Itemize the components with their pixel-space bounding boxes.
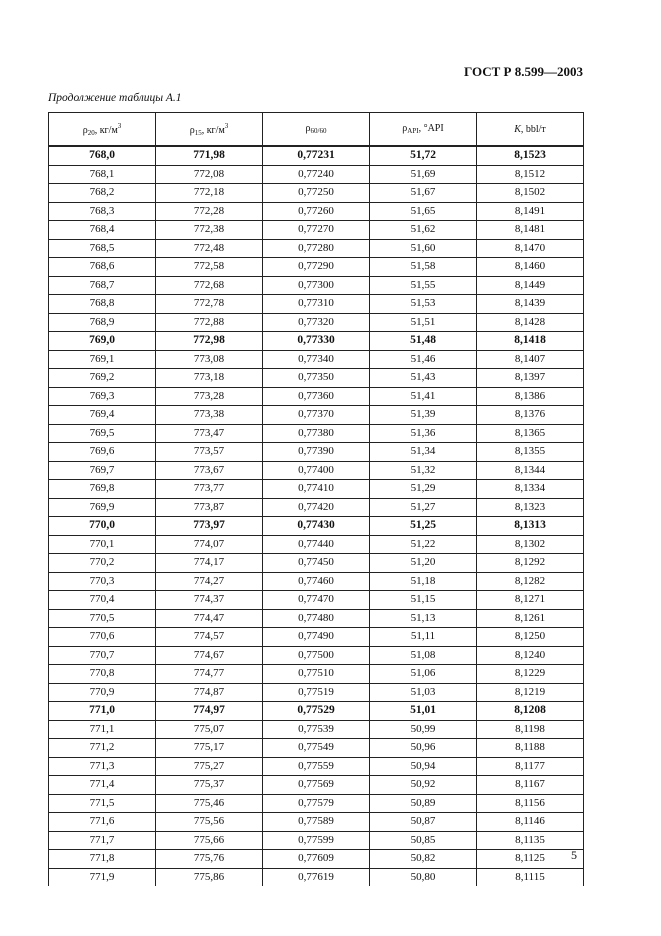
- table-row: [49, 609, 584, 628]
- cell-k: 8,1250: [477, 628, 584, 647]
- cell-rho-api: 51,43: [370, 369, 477, 388]
- cell-rho15: 774,07: [156, 535, 263, 554]
- cell-rho15: 772,08: [156, 165, 263, 184]
- cell-rho15: 772,78: [156, 295, 263, 314]
- table-row: [49, 498, 584, 517]
- cell-rho-api: 51,67: [370, 184, 477, 203]
- table-row: [49, 665, 584, 684]
- cell-rho20: 771,3: [49, 757, 156, 776]
- table-body: [49, 146, 584, 886]
- table-row: [49, 831, 584, 850]
- cell-rho20: 768,5: [49, 239, 156, 258]
- cell-rho60-60: 0,77480: [263, 609, 370, 628]
- cell-rho20: 770,9: [49, 683, 156, 702]
- cell-rho20: 769,7: [49, 461, 156, 480]
- cell-rho60-60: 0,77470: [263, 591, 370, 610]
- column-header-rho15: $\rho_{15}$, $кг/м^3$: [156, 113, 263, 147]
- cell-rho60-60: 0,77260: [263, 202, 370, 221]
- cell-rho-api: 51,41: [370, 387, 477, 406]
- cell-rho20: 771,1: [49, 720, 156, 739]
- cell-rho20: 769,8: [49, 480, 156, 499]
- document-code: ГОСТ Р 8.599—2003: [464, 64, 583, 79]
- cell-rho60-60: 0,77330: [263, 332, 370, 351]
- cell-rho15: 774,97: [156, 702, 263, 721]
- cell-rho-api: 51,69: [370, 165, 477, 184]
- cell-k: 8,1282: [477, 572, 584, 591]
- cell-rho60-60: 0,77420: [263, 498, 370, 517]
- cell-rho15: 773,47: [156, 424, 263, 443]
- cell-rho20: 771,2: [49, 739, 156, 758]
- cell-k: 8,1177: [477, 757, 584, 776]
- cell-rho15: 775,46: [156, 794, 263, 813]
- cell-rho15: 774,47: [156, 609, 263, 628]
- cell-rho15: 773,18: [156, 369, 263, 388]
- cell-k: 8,1229: [477, 665, 584, 684]
- cell-k: 8,1146: [477, 813, 584, 832]
- table-header-row: [49, 113, 584, 147]
- cell-rho60-60: 0,77360: [263, 387, 370, 406]
- cell-rho60-60: 0,77500: [263, 646, 370, 665]
- cell-rho20: 771,6: [49, 813, 156, 832]
- table-row: [49, 424, 584, 443]
- cell-rho-api: 51,72: [370, 146, 477, 165]
- cell-rho15: 773,38: [156, 406, 263, 425]
- column-header-rho20: $\rho_{20}$, $кг/м^3$: [49, 113, 156, 147]
- cell-rho-api: 51,32: [370, 461, 477, 480]
- table-row: [49, 850, 584, 869]
- cell-rho-api: 51,36: [370, 424, 477, 443]
- cell-rho-api: 51,06: [370, 665, 477, 684]
- cell-rho-api: 51,53: [370, 295, 477, 314]
- cell-rho20: 770,8: [49, 665, 156, 684]
- cell-rho20: 768,1: [49, 165, 156, 184]
- cell-rho15: 773,67: [156, 461, 263, 480]
- cell-k: 8,1219: [477, 683, 584, 702]
- cell-rho-api: 51,20: [370, 554, 477, 573]
- cell-rho20: 768,9: [49, 313, 156, 332]
- cell-k: 8,1135: [477, 831, 584, 850]
- cell-rho20: 771,7: [49, 831, 156, 850]
- cell-rho60-60: 0,77510: [263, 665, 370, 684]
- table-row: [49, 702, 584, 721]
- table-row: [49, 720, 584, 739]
- cell-rho15: 774,27: [156, 572, 263, 591]
- cell-rho-api: 50,82: [370, 850, 477, 869]
- table-row: [49, 739, 584, 758]
- cell-rho60-60: 0,77320: [263, 313, 370, 332]
- cell-k: 8,1512: [477, 165, 584, 184]
- cell-rho60-60: 0,77519: [263, 683, 370, 702]
- cell-rho-api: 51,60: [370, 239, 477, 258]
- cell-k: 8,1460: [477, 258, 584, 277]
- cell-rho-api: 50,99: [370, 720, 477, 739]
- cell-rho20: 769,2: [49, 369, 156, 388]
- cell-rho20: 770,6: [49, 628, 156, 647]
- cell-k: 8,1302: [477, 535, 584, 554]
- cell-rho60-60: 0,77539: [263, 720, 370, 739]
- cell-rho15: 772,18: [156, 184, 263, 203]
- cell-rho20: 769,0: [49, 332, 156, 351]
- table-row: [49, 184, 584, 203]
- cell-rho60-60: 0,77390: [263, 443, 370, 462]
- cell-k: 8,1523: [477, 146, 584, 165]
- cell-rho15: 775,17: [156, 739, 263, 758]
- cell-rho15: 775,76: [156, 850, 263, 869]
- cell-rho60-60: 0,77440: [263, 535, 370, 554]
- cell-rho15: 774,67: [156, 646, 263, 665]
- cell-rho60-60: 0,77310: [263, 295, 370, 314]
- cell-rho20: 769,4: [49, 406, 156, 425]
- cell-rho60-60: 0,77430: [263, 517, 370, 536]
- cell-rho20: 771,5: [49, 794, 156, 813]
- table-row: [49, 443, 584, 462]
- table-row: [49, 295, 584, 314]
- cell-k: 8,1365: [477, 424, 584, 443]
- table-row: [49, 221, 584, 240]
- cell-k: 8,1208: [477, 702, 584, 721]
- table-row: [49, 517, 584, 536]
- table-row: [49, 572, 584, 591]
- table-row: [49, 646, 584, 665]
- cell-rho60-60: 0,77559: [263, 757, 370, 776]
- table-row: [49, 683, 584, 702]
- column-header-k: K, bbl/т: [477, 113, 584, 147]
- cell-k: 8,1188: [477, 739, 584, 758]
- cell-rho15: 775,86: [156, 868, 263, 886]
- cell-rho20: 769,6: [49, 443, 156, 462]
- table-row: [49, 258, 584, 277]
- table-row: [49, 794, 584, 813]
- cell-rho20: 771,0: [49, 702, 156, 721]
- cell-rho-api: 51,22: [370, 535, 477, 554]
- cell-rho15: 774,77: [156, 665, 263, 684]
- table-row: [49, 628, 584, 647]
- cell-rho60-60: 0,77529: [263, 702, 370, 721]
- cell-rho-api: 51,11: [370, 628, 477, 647]
- table-row: [49, 313, 584, 332]
- cell-rho60-60: 0,77290: [263, 258, 370, 277]
- cell-rho60-60: 0,77370: [263, 406, 370, 425]
- table-row: [49, 461, 584, 480]
- cell-rho-api: 51,08: [370, 646, 477, 665]
- cell-rho20: 771,8: [49, 850, 156, 869]
- cell-rho-api: 51,62: [370, 221, 477, 240]
- cell-rho15: 774,57: [156, 628, 263, 647]
- cell-rho-api: 50,87: [370, 813, 477, 832]
- cell-rho20: 768,8: [49, 295, 156, 314]
- cell-rho15: 773,57: [156, 443, 263, 462]
- cell-rho-api: 51,58: [370, 258, 477, 277]
- cell-rho-api: 51,03: [370, 683, 477, 702]
- cell-rho60-60: 0,77231: [263, 146, 370, 165]
- cell-rho60-60: 0,77280: [263, 239, 370, 258]
- cell-rho60-60: 0,77300: [263, 276, 370, 295]
- cell-rho20: 770,7: [49, 646, 156, 665]
- cell-rho-api: 50,94: [370, 757, 477, 776]
- cell-rho15: 775,66: [156, 831, 263, 850]
- cell-rho60-60: 0,77410: [263, 480, 370, 499]
- cell-k: 8,1355: [477, 443, 584, 462]
- cell-rho60-60: 0,77599: [263, 831, 370, 850]
- cell-rho60-60: 0,77619: [263, 868, 370, 886]
- cell-k: 8,1418: [477, 332, 584, 351]
- table-caption: Продолжение таблицы А.1: [48, 92, 182, 104]
- cell-k: 8,1115: [477, 868, 584, 886]
- cell-rho20: 768,4: [49, 221, 156, 240]
- cell-rho60-60: 0,77549: [263, 739, 370, 758]
- table-row: [49, 239, 584, 258]
- table-row: [49, 868, 584, 886]
- cell-k: 8,1491: [477, 202, 584, 221]
- table-row: [49, 591, 584, 610]
- cell-k: 8,1470: [477, 239, 584, 258]
- cell-rho15: 773,08: [156, 350, 263, 369]
- cell-rho15: 774,37: [156, 591, 263, 610]
- cell-rho20: 770,3: [49, 572, 156, 591]
- cell-k: 8,1323: [477, 498, 584, 517]
- cell-k: 8,1428: [477, 313, 584, 332]
- cell-rho-api: 51,13: [370, 609, 477, 628]
- cell-rho60-60: 0,77350: [263, 369, 370, 388]
- cell-k: 8,1407: [477, 350, 584, 369]
- cell-rho-api: 50,92: [370, 776, 477, 795]
- cell-rho15: 772,38: [156, 221, 263, 240]
- cell-rho-api: 50,89: [370, 794, 477, 813]
- cell-k: 8,1313: [477, 517, 584, 536]
- cell-rho-api: 51,34: [370, 443, 477, 462]
- cell-rho15: 775,56: [156, 813, 263, 832]
- cell-rho60-60: 0,77450: [263, 554, 370, 573]
- cell-rho15: 772,88: [156, 313, 263, 332]
- column-header-rho60-60: $\rho_{60/60}$: [263, 113, 370, 147]
- cell-rho60-60: 0,77460: [263, 572, 370, 591]
- cell-rho20: 769,1: [49, 350, 156, 369]
- table-row: [49, 332, 584, 351]
- cell-rho15: 772,98: [156, 332, 263, 351]
- cell-rho15: 775,37: [156, 776, 263, 795]
- cell-rho20: 770,1: [49, 535, 156, 554]
- cell-rho-api: 51,51: [370, 313, 477, 332]
- cell-rho20: 771,4: [49, 776, 156, 795]
- table-row: [49, 387, 584, 406]
- table-row: [49, 480, 584, 499]
- cell-rho20: 769,5: [49, 424, 156, 443]
- cell-rho20: 769,9: [49, 498, 156, 517]
- cell-rho-api: 51,27: [370, 498, 477, 517]
- table-row: [49, 276, 584, 295]
- cell-rho15: 773,97: [156, 517, 263, 536]
- cell-rho-api: 51,46: [370, 350, 477, 369]
- cell-rho15: 775,27: [156, 757, 263, 776]
- cell-rho20: 768,3: [49, 202, 156, 221]
- cell-rho-api: 51,01: [370, 702, 477, 721]
- cell-k: 8,1261: [477, 609, 584, 628]
- cell-rho-api: 51,29: [370, 480, 477, 499]
- cell-rho20: 768,0: [49, 146, 156, 165]
- cell-rho60-60: 0,77240: [263, 165, 370, 184]
- cell-rho-api: 51,15: [370, 591, 477, 610]
- cell-k: 8,1240: [477, 646, 584, 665]
- cell-k: 8,1334: [477, 480, 584, 499]
- cell-k: 8,1344: [477, 461, 584, 480]
- cell-k: 8,1167: [477, 776, 584, 795]
- cell-rho15: 773,28: [156, 387, 263, 406]
- cell-k: 8,1481: [477, 221, 584, 240]
- table-row: [49, 146, 584, 165]
- cell-rho60-60: 0,77490: [263, 628, 370, 647]
- cell-rho-api: 50,80: [370, 868, 477, 886]
- cell-rho15: 772,28: [156, 202, 263, 221]
- table-row: [49, 776, 584, 795]
- cell-rho-api: 51,18: [370, 572, 477, 591]
- cell-rho60-60: 0,77250: [263, 184, 370, 203]
- cell-rho15: 772,58: [156, 258, 263, 277]
- cell-rho20: 770,2: [49, 554, 156, 573]
- table-row: [49, 350, 584, 369]
- cell-rho60-60: 0,77569: [263, 776, 370, 795]
- cell-k: 8,1386: [477, 387, 584, 406]
- cell-k: 8,1125: [477, 850, 584, 869]
- cell-rho15: 774,87: [156, 683, 263, 702]
- cell-rho15: 772,68: [156, 276, 263, 295]
- cell-rho20: 768,2: [49, 184, 156, 203]
- page-number: 5: [571, 848, 577, 862]
- cell-k: 8,1502: [477, 184, 584, 203]
- cell-rho60-60: 0,77609: [263, 850, 370, 869]
- table-row: [49, 202, 584, 221]
- table-row: [49, 406, 584, 425]
- cell-rho15: 774,17: [156, 554, 263, 573]
- cell-rho-api: 50,96: [370, 739, 477, 758]
- cell-rho60-60: 0,77400: [263, 461, 370, 480]
- cell-rho-api: 51,39: [370, 406, 477, 425]
- cell-rho60-60: 0,77270: [263, 221, 370, 240]
- cell-rho20: 768,6: [49, 258, 156, 277]
- cell-rho15: 773,87: [156, 498, 263, 517]
- cell-rho20: 768,7: [49, 276, 156, 295]
- cell-k: 8,1156: [477, 794, 584, 813]
- density-table: [48, 112, 584, 886]
- cell-rho-api: 51,25: [370, 517, 477, 536]
- cell-rho-api: 51,55: [370, 276, 477, 295]
- cell-rho60-60: 0,77380: [263, 424, 370, 443]
- cell-rho60-60: 0,77579: [263, 794, 370, 813]
- table-row: [49, 165, 584, 184]
- cell-rho20: 770,0: [49, 517, 156, 536]
- table-row: [49, 554, 584, 573]
- cell-rho15: 772,48: [156, 239, 263, 258]
- cell-k: 8,1397: [477, 369, 584, 388]
- cell-rho-api: 50,85: [370, 831, 477, 850]
- table-row: [49, 813, 584, 832]
- cell-rho-api: 51,48: [370, 332, 477, 351]
- table-row: [49, 369, 584, 388]
- cell-k: 8,1376: [477, 406, 584, 425]
- cell-k: 8,1449: [477, 276, 584, 295]
- cell-k: 8,1198: [477, 720, 584, 739]
- cell-rho20: 771,9: [49, 868, 156, 886]
- cell-rho15: 775,07: [156, 720, 263, 739]
- cell-rho20: 770,5: [49, 609, 156, 628]
- cell-rho15: 771,98: [156, 146, 263, 165]
- cell-k: 8,1271: [477, 591, 584, 610]
- cell-rho20: 769,3: [49, 387, 156, 406]
- cell-k: 8,1439: [477, 295, 584, 314]
- column-header-rho-api: $\rho_{API}$, °API: [370, 113, 477, 147]
- table-row: [49, 535, 584, 554]
- cell-rho15: 773,77: [156, 480, 263, 499]
- cell-rho60-60: 0,77589: [263, 813, 370, 832]
- table-row: [49, 757, 584, 776]
- cell-rho60-60: 0,77340: [263, 350, 370, 369]
- cell-k: 8,1292: [477, 554, 584, 573]
- cell-rho-api: 51,65: [370, 202, 477, 221]
- cell-rho20: 770,4: [49, 591, 156, 610]
